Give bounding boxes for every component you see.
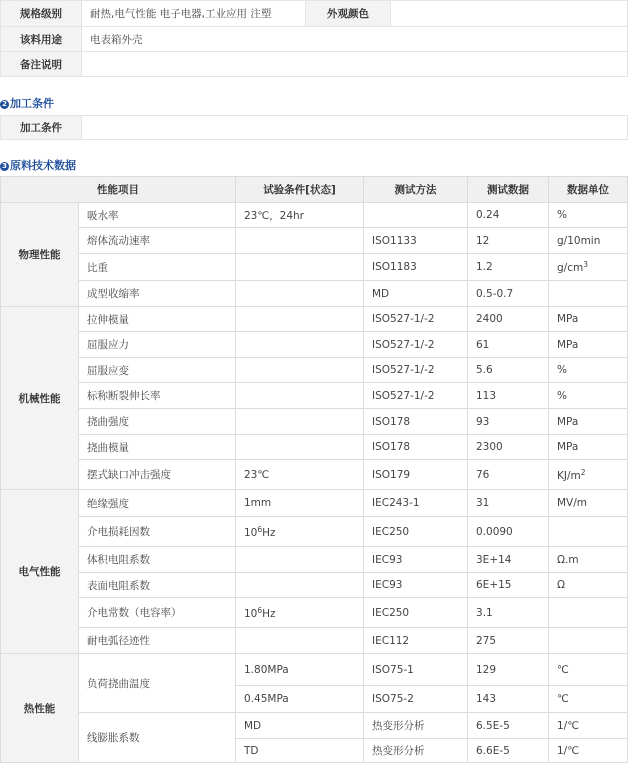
section-title-text: 加工条件: [10, 97, 54, 110]
header-item: 性能项目: [1, 177, 236, 203]
item-cell: 吸水率: [79, 203, 236, 228]
method-cell: ISO527-1/-2: [364, 307, 468, 332]
condition-cell: [236, 517, 364, 547]
item-cell: 屈服应变: [79, 358, 236, 383]
unit-cell: g/10min: [549, 228, 628, 254]
condition-cell: [236, 383, 364, 409]
value-cell: 5.6: [468, 358, 549, 383]
item-cell: 熔体流动速率: [79, 228, 236, 254]
item-cell: 挠曲模量: [79, 435, 236, 460]
value-cell: 2300: [468, 435, 549, 460]
table-row: [1, 435, 628, 460]
section-title-text: 原料技术数据: [10, 159, 76, 172]
value-cell: 93: [468, 409, 549, 435]
info-label: 备注说明: [1, 52, 82, 77]
value-cell: 2400: [468, 307, 549, 332]
unit-cell: [549, 598, 628, 628]
table-body: [1, 203, 628, 763]
item-cell: 介电损耗因数: [79, 517, 236, 547]
info-value: 耐热,电气性能 电子电器,工业应用 注塑: [82, 1, 306, 27]
unit-cell: ℃: [549, 654, 628, 686]
method-cell: IEC243-1: [364, 490, 468, 517]
method-cell: 热变形分析: [364, 713, 468, 739]
condition-text: 10: [244, 607, 258, 620]
unit-cell: 1/℃: [549, 739, 628, 763]
processing-table: [0, 115, 628, 140]
table-row: [1, 228, 628, 254]
table-header-row: [1, 177, 628, 203]
section-number-icon: 2: [0, 100, 9, 109]
unit-cell: %: [549, 358, 628, 383]
item-cell: 绝缘强度: [79, 490, 236, 517]
table-row: [1, 358, 628, 383]
item-cell: 介电常数（电容率）: [79, 598, 236, 628]
section-technical-title: [0, 157, 76, 173]
value-cell: 61: [468, 332, 549, 358]
category-cell: 物理性能: [1, 203, 79, 307]
unit-text: KJ/m: [557, 469, 581, 482]
table-row: [1, 307, 628, 332]
table-row: [1, 460, 628, 490]
item-cell: 成型收缩率: [79, 281, 236, 307]
method-cell: 热变形分析: [364, 739, 468, 763]
info-table: [0, 0, 628, 77]
value-cell: 3E+14: [468, 547, 549, 573]
header-condition: 试验条件[状态]: [236, 177, 364, 203]
method-cell: ISO179: [364, 460, 468, 490]
unit-cell: Ω.m: [549, 547, 628, 573]
unit-text: g/cm: [557, 262, 584, 274]
info-row: [1, 52, 628, 77]
condition-cell: [236, 307, 364, 332]
value-cell: 6E+15: [468, 573, 549, 598]
technical-data-table: [0, 176, 628, 763]
unit-cell: MV/m: [549, 490, 628, 517]
value-cell: 6.5E-5: [468, 713, 549, 739]
condition-suffix: Hz: [262, 526, 276, 539]
info-value: [82, 52, 628, 77]
table-row: [1, 573, 628, 598]
unit-cell: [549, 281, 628, 307]
condition-cell: [236, 281, 364, 307]
method-cell: ISO178: [364, 409, 468, 435]
condition-cell: [236, 254, 364, 281]
value-cell: 12: [468, 228, 549, 254]
value-cell: 0.5-0.7: [468, 281, 549, 307]
table-row: [1, 628, 628, 654]
value-cell: 1.2: [468, 254, 549, 281]
value-cell: 6.6E-5: [468, 739, 549, 763]
item-cell: 标称断裂伸长率: [79, 383, 236, 409]
table-row: [1, 547, 628, 573]
condition-cell: 1.80MPa: [236, 654, 364, 686]
item-cell: 挠曲强度: [79, 409, 236, 435]
unit-cell: ℃: [549, 686, 628, 713]
unit-cell: MPa: [549, 307, 628, 332]
info-value: [391, 1, 628, 27]
item-cell: 体积电阻系数: [79, 547, 236, 573]
header-method: 测试方法: [364, 177, 468, 203]
condition-text: 10: [244, 526, 258, 539]
unit-cell: %: [549, 203, 628, 228]
condition-superscript: 6: [257, 524, 263, 534]
method-cell: ISO527-1/-2: [364, 358, 468, 383]
condition-cell: [236, 628, 364, 654]
condition-cell: 23℃: [236, 460, 364, 490]
condition-suffix: Hz: [262, 607, 276, 620]
table-row: [1, 490, 628, 517]
condition-cell: TD: [236, 739, 364, 763]
table-row: [1, 281, 628, 307]
item-cell: 负荷挠曲温度: [79, 654, 236, 713]
method-cell: MD: [364, 281, 468, 307]
item-cell: 拉伸模量: [79, 307, 236, 332]
condition-superscript: 6: [257, 605, 263, 615]
method-cell: ISO1133: [364, 228, 468, 254]
item-cell: 表面电阻系数: [79, 573, 236, 598]
unit-cell: MPa: [549, 409, 628, 435]
condition-cell: MD: [236, 713, 364, 739]
unit-cell: MPa: [549, 435, 628, 460]
category-cell: 机械性能: [1, 307, 79, 490]
header-value: 测试数据: [468, 177, 549, 203]
method-cell: IEC250: [364, 598, 468, 628]
unit-superscript: 2: [580, 467, 586, 477]
value-cell: 76: [468, 460, 549, 490]
table-row: [1, 203, 628, 228]
processing-value: [82, 116, 628, 140]
method-cell: ISO527-1/-2: [364, 383, 468, 409]
unit-cell: [549, 460, 628, 490]
item-cell: 比重: [79, 254, 236, 281]
info-row: [1, 27, 628, 52]
condition-cell: 23℃，24hr: [236, 203, 364, 228]
table-row: [1, 713, 628, 739]
info-label: 外观颜色: [306, 1, 391, 27]
info-label: 规格级别: [1, 1, 82, 27]
condition-cell: 0.45MPa: [236, 686, 364, 713]
value-cell: 143: [468, 686, 549, 713]
info-row: [1, 1, 628, 27]
value-cell: 0.24: [468, 203, 549, 228]
unit-cell: [549, 254, 628, 281]
unit-cell: MPa: [549, 332, 628, 358]
unit-cell: %: [549, 383, 628, 409]
method-cell: ISO75-2: [364, 686, 468, 713]
condition-cell: [236, 435, 364, 460]
method-cell: ISO75-1: [364, 654, 468, 686]
method-cell: IEC93: [364, 547, 468, 573]
info-value: 电表箱外壳: [82, 27, 628, 52]
method-cell: ISO1183: [364, 254, 468, 281]
value-cell: 113: [468, 383, 549, 409]
processing-row: [1, 116, 628, 140]
item-cell: 线膨胀系数: [79, 713, 236, 763]
condition-cell: [236, 573, 364, 598]
value-cell: 275: [468, 628, 549, 654]
value-cell: 129: [468, 654, 549, 686]
method-cell: IEC250: [364, 517, 468, 547]
value-cell: 0.0090: [468, 517, 549, 547]
item-cell: 屈服应力: [79, 332, 236, 358]
table-row: [1, 254, 628, 281]
value-cell: 3.1: [468, 598, 549, 628]
category-cell: 电气性能: [1, 490, 79, 654]
table-row: [1, 598, 628, 628]
table-row: [1, 409, 628, 435]
method-cell: IEC112: [364, 628, 468, 654]
processing-label: 加工条件: [1, 116, 82, 140]
method-cell: [364, 203, 468, 228]
table-row: [1, 517, 628, 547]
table-row: [1, 654, 628, 686]
item-cell: 摆式缺口冲击强度: [79, 460, 236, 490]
unit-cell: [549, 628, 628, 654]
table-row: [1, 332, 628, 358]
unit-cell: 1/℃: [549, 713, 628, 739]
method-cell: ISO527-1/-2: [364, 332, 468, 358]
item-cell: 耐电弧径迹性: [79, 628, 236, 654]
table-row: [1, 383, 628, 409]
unit-superscript: 3: [583, 260, 588, 269]
category-cell: 热性能: [1, 654, 79, 763]
header-unit: 数据单位: [549, 177, 628, 203]
section-processing-title: [0, 95, 54, 111]
condition-cell: [236, 409, 364, 435]
section-number-icon: 3: [0, 162, 9, 171]
value-cell: 31: [468, 490, 549, 517]
condition-cell: [236, 547, 364, 573]
unit-cell: Ω: [549, 573, 628, 598]
condition-cell: [236, 358, 364, 383]
condition-cell: [236, 332, 364, 358]
condition-cell: 1mm: [236, 490, 364, 517]
method-cell: ISO178: [364, 435, 468, 460]
unit-cell: [549, 517, 628, 547]
info-label: 该料用途: [1, 27, 82, 52]
condition-cell: [236, 228, 364, 254]
method-cell: IEC93: [364, 573, 468, 598]
condition-cell: [236, 598, 364, 628]
